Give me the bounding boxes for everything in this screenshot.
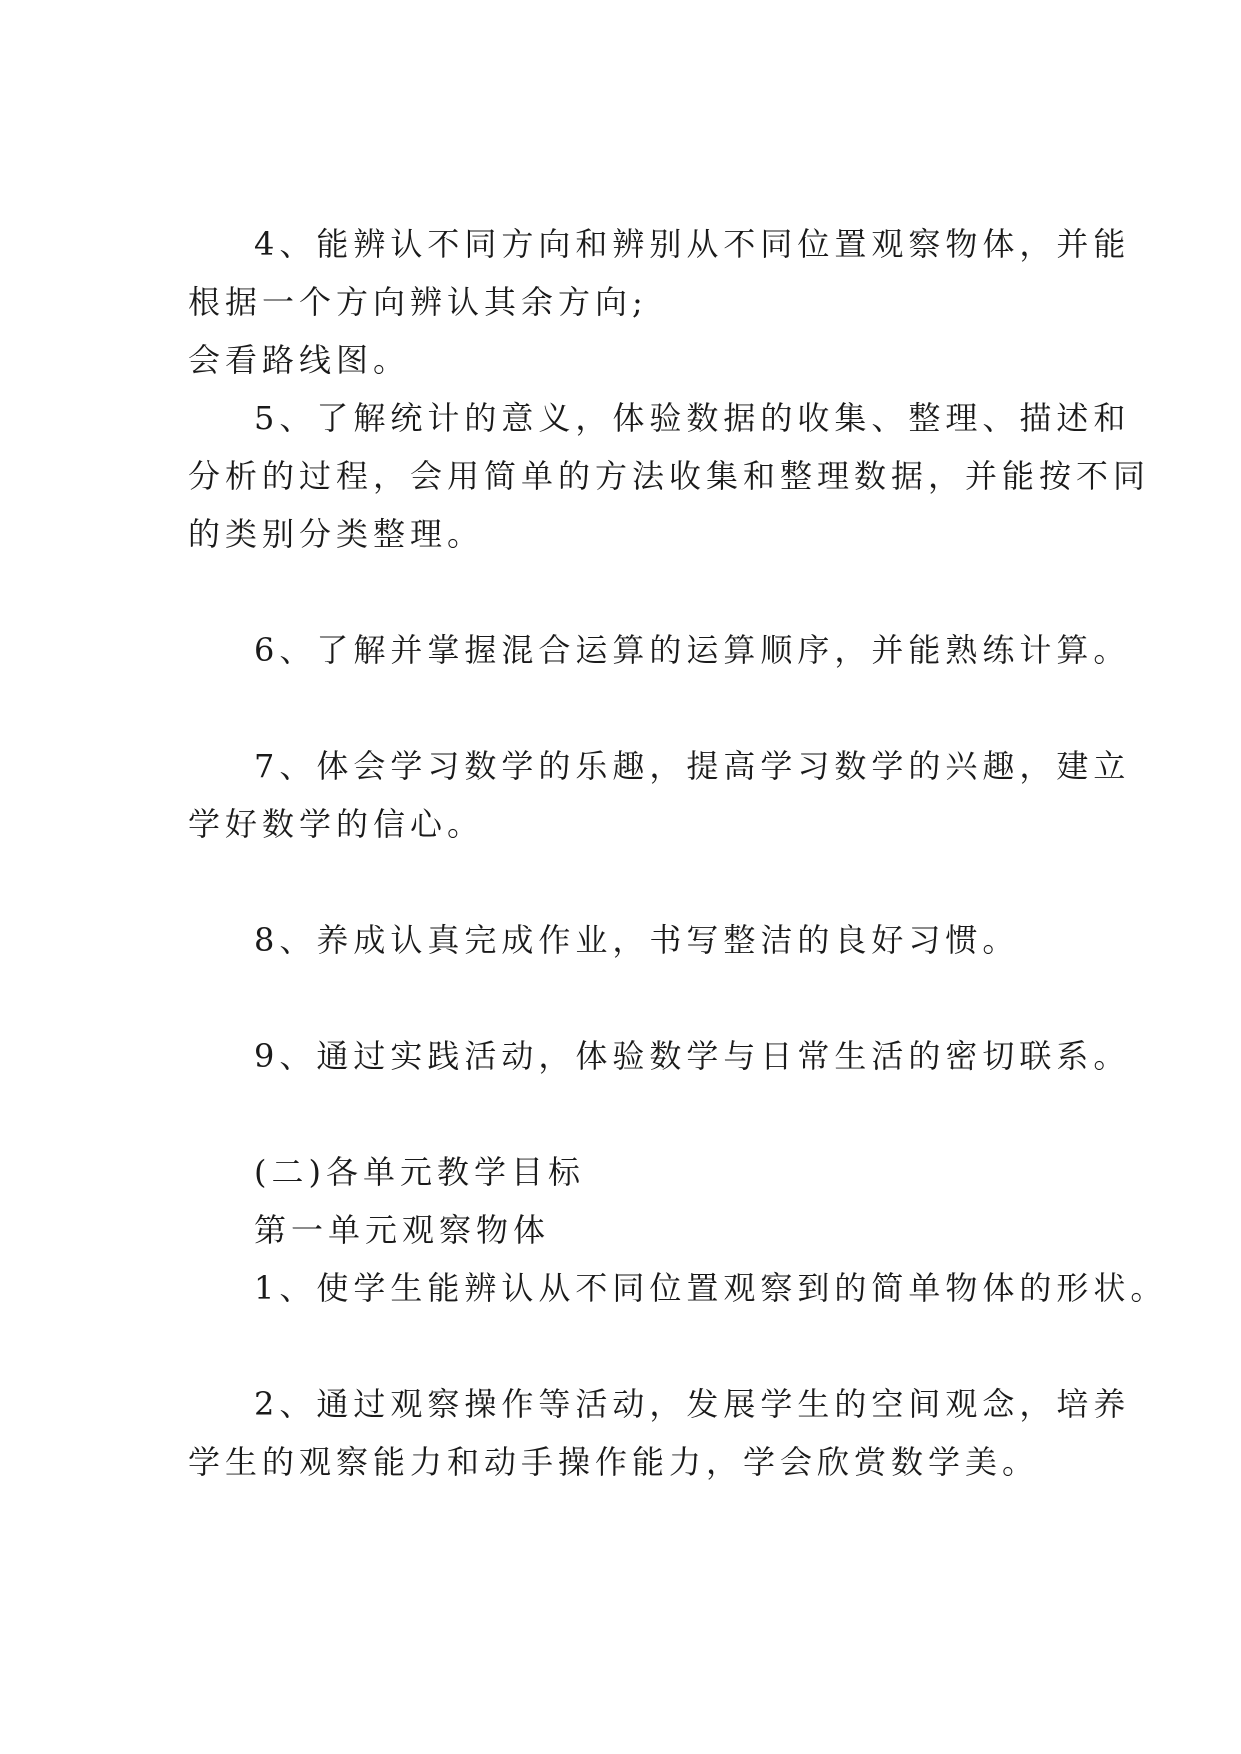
unit-item-2-line-1: 2、通过观察操作等活动，发展学生的空间观念，培养	[254, 1385, 1131, 1423]
unit-heading: 第一单元观察物体	[254, 1211, 551, 1249]
item-5-line-2: 分析的过程，会用简单的方法收集和整理数据，并能按不同	[188, 457, 1151, 495]
item-5-line-1: 5、了解统计的意义，体验数据的收集、整理、描述和	[254, 399, 1131, 437]
section-heading: (二)各单元教学目标	[254, 1153, 585, 1191]
unit-item-2-line-2: 学生的观察能力和动手操作能力，学会欣赏数学美。	[188, 1443, 1040, 1481]
unit-item-1-line-1: 1、使学生能辨认从不同位置观察到的简单物体的形状。	[254, 1269, 1168, 1307]
item-5-line-3: 的类别分类整理。	[188, 515, 485, 553]
item-4-line-3: 会看路线图。	[188, 341, 411, 379]
item-6-line-1: 6、了解并掌握混合运算的运算顺序，并能熟练计算。	[254, 631, 1131, 669]
item-9-line-1: 9、通过实践活动，体验数学与日常生活的密切联系。	[254, 1037, 1131, 1075]
item-7-line-1: 7、体会学习数学的乐趣，提高学习数学的兴趣，建立	[254, 747, 1131, 785]
item-4-line-2: 根据一个方向辨认其余方向;	[188, 283, 648, 321]
item-8-line-1: 8、养成认真完成作业，书写整洁的良好习惯。	[254, 921, 1020, 959]
item-7-line-2: 学好数学的信心。	[188, 805, 485, 843]
item-4-line-1: 4、能辨认不同方向和辨别从不同位置观察物体，并能	[254, 225, 1131, 263]
